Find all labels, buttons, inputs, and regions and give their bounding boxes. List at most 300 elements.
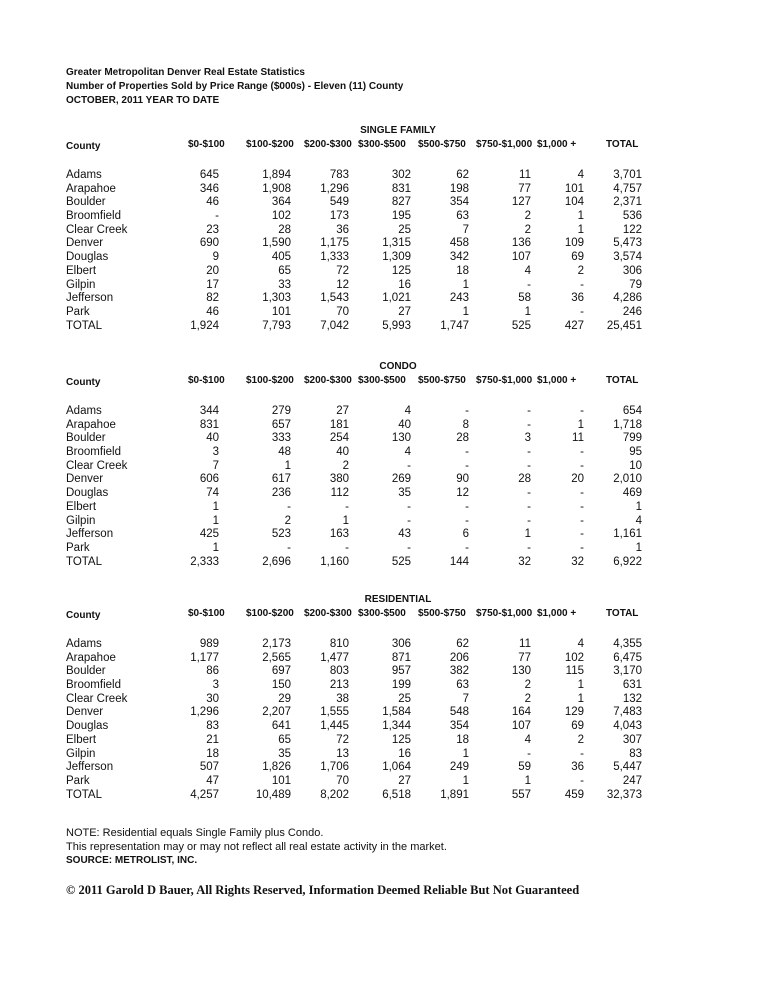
- table-cell: 36: [571, 761, 584, 774]
- table-cell: 697: [271, 665, 291, 678]
- table-cell: 459: [564, 788, 584, 801]
- table-cell: 199: [391, 679, 411, 692]
- table-cell: 129: [564, 706, 584, 719]
- table-cell: 32: [571, 555, 584, 568]
- column-header: County: [66, 377, 101, 388]
- table-cell: 127: [511, 196, 531, 209]
- table-cell: 617: [271, 473, 291, 486]
- column-header: County: [66, 610, 101, 621]
- table-cell: 4: [524, 733, 531, 746]
- table-cell: -: [345, 541, 349, 554]
- column-header: $750-$1,000: [476, 375, 533, 386]
- table-cell: 65: [278, 264, 291, 277]
- table-cell: 206: [449, 651, 469, 664]
- column-header: County: [66, 141, 101, 152]
- table-cell: 4: [577, 169, 584, 181]
- county-name: Clear Creek: [66, 459, 128, 472]
- table-cell: 3,574: [613, 251, 642, 264]
- county-name: Elbert: [66, 500, 97, 513]
- table-cell: 1,445: [320, 720, 349, 733]
- table-cell: -: [527, 459, 531, 472]
- column-header: $0-$100: [188, 375, 225, 386]
- table-cell: 86: [206, 665, 219, 678]
- table-cell: 90: [456, 473, 469, 486]
- table-cell: 72: [336, 733, 349, 746]
- table-cell: -: [527, 500, 531, 513]
- county-name: Arapahoe: [66, 418, 116, 431]
- table-cell: 4,043: [613, 720, 642, 733]
- table-cell: 58: [518, 292, 531, 305]
- county-name: Gilpin: [66, 278, 96, 291]
- table-row: [0, 665, 768, 679]
- table-cell: 46: [206, 196, 219, 209]
- table-cell: 1: [284, 459, 291, 472]
- table-cell: 18: [206, 747, 219, 760]
- table-cell: -: [580, 487, 584, 500]
- table-cell: -: [527, 405, 531, 417]
- table-cell: 4: [404, 446, 411, 459]
- table-cell: 344: [199, 405, 219, 417]
- table-cell: -: [407, 541, 411, 554]
- table-cell: 74: [206, 487, 219, 500]
- table-cell: 6,475: [613, 651, 642, 664]
- county-name: Boulder: [66, 665, 106, 678]
- table-cell: 3: [524, 432, 531, 445]
- table-cell: 871: [391, 651, 411, 664]
- table-cell: 1,160: [320, 555, 349, 568]
- table-cell: 12: [336, 278, 349, 291]
- table-cell: 1,161: [613, 528, 642, 541]
- table-cell: 269: [391, 473, 411, 486]
- county-name: Douglas: [66, 251, 109, 264]
- table-cell: 783: [329, 169, 349, 181]
- table-cell: 27: [336, 405, 349, 417]
- table-cell: 2,173: [262, 638, 291, 650]
- table-cell: 104: [564, 196, 584, 209]
- table-cell: 125: [391, 733, 411, 746]
- table-cell: 2,696: [262, 555, 291, 568]
- table-cell: 1,718: [613, 418, 642, 431]
- table-cell: 549: [329, 196, 349, 209]
- table-cell: 803: [329, 665, 349, 678]
- table-cell: 2: [577, 733, 584, 746]
- table-cell: 38: [336, 692, 349, 705]
- table-cell: 346: [199, 182, 219, 195]
- table-cell: 130: [511, 665, 531, 678]
- table-cell: 548: [449, 706, 469, 719]
- table-row: [0, 460, 768, 474]
- table-cell: 4,355: [613, 638, 642, 650]
- note-disclaimer: This representation may or may not reflect all real estate activity in the market.: [66, 841, 447, 853]
- table-cell: 122: [622, 223, 642, 236]
- table-cell: 306: [391, 638, 411, 650]
- table-cell: 536: [622, 210, 642, 223]
- table-cell: 1: [524, 528, 531, 541]
- table-row: [0, 693, 768, 707]
- table-cell: 109: [564, 237, 584, 250]
- table-cell: 40: [398, 418, 411, 431]
- table-cell: 1: [524, 774, 531, 787]
- table-cell: 631: [622, 679, 642, 692]
- column-header: $0-$100: [188, 608, 225, 619]
- table-cell: 4: [524, 264, 531, 277]
- table-cell: 1,891: [440, 788, 469, 801]
- column-header: $300-$500: [358, 375, 406, 386]
- table-cell: 173: [329, 210, 349, 223]
- table-cell: 28: [456, 432, 469, 445]
- table-cell: 333: [271, 432, 291, 445]
- table-cell: 40: [336, 446, 349, 459]
- section-title: RESIDENTIAL: [364, 594, 432, 605]
- county-name: Broomfield: [66, 446, 121, 459]
- county-name: Clear Creek: [66, 692, 128, 705]
- table-cell: 2: [342, 459, 349, 472]
- table-cell: 306: [622, 264, 642, 277]
- county-name: Jefferson: [66, 292, 114, 305]
- county-name: Douglas: [66, 720, 109, 733]
- table-row: [0, 320, 768, 334]
- table-cell: 130: [391, 432, 411, 445]
- table-cell: 236: [271, 487, 291, 500]
- table-cell: 16: [398, 278, 411, 291]
- table-cell: -: [580, 459, 584, 472]
- table-row: [0, 556, 768, 570]
- table-cell: -: [527, 418, 531, 431]
- county-name: Adams: [66, 169, 102, 181]
- table-cell: -: [345, 500, 349, 513]
- table-cell: 1,924: [190, 319, 219, 332]
- table-cell: 30: [206, 692, 219, 705]
- table-row: [0, 251, 768, 265]
- table-cell: 1,177: [190, 651, 219, 664]
- table-cell: 1,064: [382, 761, 411, 774]
- table-cell: -: [465, 500, 469, 513]
- table-cell: 213: [329, 679, 349, 692]
- table-cell: 13: [336, 747, 349, 760]
- table-row: [0, 224, 768, 238]
- table-cell: 65: [278, 733, 291, 746]
- table-cell: 7: [462, 692, 469, 705]
- table-cell: -: [465, 514, 469, 527]
- county-name: Broomfield: [66, 679, 121, 692]
- table-cell: 2: [524, 679, 531, 692]
- table-cell: 181: [329, 418, 349, 431]
- table-cell: 107: [511, 251, 531, 264]
- table-cell: 1: [577, 418, 584, 431]
- table-row: [0, 405, 768, 419]
- county-name: Denver: [66, 706, 104, 719]
- table-cell: 2: [524, 692, 531, 705]
- table-cell: 1,908: [262, 182, 291, 195]
- table-row: [0, 237, 768, 251]
- table-cell: 1,826: [262, 761, 291, 774]
- table-row: [0, 292, 768, 306]
- table-cell: 1,706: [320, 761, 349, 774]
- table-cell: 1: [212, 514, 219, 527]
- table-cell: 654: [622, 405, 642, 417]
- column-header: $300-$500: [358, 608, 406, 619]
- table-cell: 82: [206, 292, 219, 305]
- county-name: Arapahoe: [66, 182, 116, 195]
- table-cell: 95: [629, 446, 642, 459]
- table-row: [0, 501, 768, 515]
- table-cell: 72: [336, 264, 349, 277]
- table-cell: 32,373: [606, 788, 642, 801]
- table-row: [0, 761, 768, 775]
- column-header: $200-$300: [304, 608, 352, 619]
- county-name: Douglas: [66, 487, 109, 500]
- county-name: Boulder: [66, 196, 106, 209]
- table-cell: 9: [212, 251, 219, 264]
- table-cell: 33: [278, 278, 291, 291]
- table-cell: 43: [398, 528, 411, 541]
- table-cell: 115: [565, 665, 584, 678]
- table-cell: 69: [571, 720, 584, 733]
- table-cell: 1,747: [440, 319, 469, 332]
- table-cell: 7,793: [262, 319, 291, 332]
- table-cell: 8: [462, 418, 469, 431]
- table-cell: 1,584: [382, 706, 411, 719]
- table-cell: 2,371: [613, 196, 642, 209]
- table-cell: -: [527, 487, 531, 500]
- table-cell: 48: [278, 446, 291, 459]
- table-row: [0, 183, 768, 197]
- table-row: [0, 542, 768, 556]
- table-cell: 1,309: [382, 251, 411, 264]
- table-row: [0, 789, 768, 803]
- table-cell: 1: [635, 541, 642, 554]
- table-cell: 427: [564, 319, 584, 332]
- table-cell: -: [407, 500, 411, 513]
- table-cell: 107: [511, 720, 531, 733]
- table-row: [0, 652, 768, 666]
- table-cell: 243: [449, 292, 469, 305]
- table-cell: -: [580, 541, 584, 554]
- table-cell: 125: [391, 264, 411, 277]
- report-title: Greater Metropolitan Denver Real Estate Statistics: [66, 67, 305, 78]
- table-cell: -: [287, 500, 291, 513]
- column-header: $0-$100: [188, 139, 225, 150]
- table-cell: 132: [622, 692, 642, 705]
- table-cell: 70: [336, 774, 349, 787]
- table-row: [0, 306, 768, 320]
- table-cell: 641: [271, 720, 291, 733]
- table-cell: 18: [456, 733, 469, 746]
- county-name: Broomfield: [66, 210, 121, 223]
- table-cell: 1: [577, 679, 584, 692]
- table-cell: 831: [199, 418, 219, 431]
- county-name: Adams: [66, 638, 102, 650]
- table-cell: 27: [398, 774, 411, 787]
- table-cell: -: [527, 514, 531, 527]
- table-cell: 1,175: [320, 237, 349, 250]
- table-cell: 28: [518, 473, 531, 486]
- table-cell: 657: [271, 418, 291, 431]
- table-row: [0, 720, 768, 734]
- table-cell: -: [465, 459, 469, 472]
- table-cell: 4,757: [613, 182, 642, 195]
- table-cell: 1,315: [382, 237, 411, 250]
- table-cell: 11: [519, 169, 531, 181]
- table-cell: 7,483: [613, 706, 642, 719]
- table-cell: -: [580, 747, 584, 760]
- table-cell: 469: [622, 487, 642, 500]
- table-cell: 799: [622, 432, 642, 445]
- county-name: Gilpin: [66, 747, 96, 760]
- table-cell: 136: [511, 237, 531, 250]
- column-header: $1,000 +: [537, 139, 577, 150]
- table-cell: 810: [329, 638, 349, 650]
- table-cell: 25,451: [606, 319, 642, 332]
- table-cell: 35: [398, 487, 411, 500]
- table-cell: -: [287, 541, 291, 554]
- table-cell: 2: [524, 210, 531, 223]
- table-cell: 364: [271, 196, 291, 209]
- table-cell: 25: [398, 692, 411, 705]
- county-name: Denver: [66, 473, 104, 486]
- table-cell: 557: [511, 788, 531, 801]
- table-cell: -: [527, 541, 531, 554]
- table-row: [0, 210, 768, 224]
- table-cell: 3: [212, 679, 219, 692]
- table-cell: 69: [571, 251, 584, 264]
- table-cell: 342: [449, 251, 469, 264]
- table-cell: 380: [329, 473, 349, 486]
- table-cell: 8,202: [320, 788, 349, 801]
- table-cell: 249: [449, 761, 469, 774]
- table-cell: 102: [564, 651, 584, 664]
- table-row: [0, 679, 768, 693]
- county-name: Adams: [66, 405, 102, 417]
- table-cell: 10: [629, 459, 642, 472]
- table-cell: 7,042: [320, 319, 349, 332]
- table-cell: -: [580, 514, 584, 527]
- county-name: TOTAL: [66, 319, 102, 332]
- county-name: Arapahoe: [66, 651, 116, 664]
- table-cell: 3: [212, 446, 219, 459]
- table-cell: 3,701: [613, 169, 642, 181]
- table-cell: 2: [577, 264, 584, 277]
- table-cell: 1,021: [382, 292, 411, 305]
- table-cell: 989: [199, 638, 219, 650]
- table-cell: 150: [271, 679, 291, 692]
- table-cell: 1: [212, 500, 219, 513]
- table-cell: 690: [199, 237, 219, 250]
- table-cell: -: [465, 446, 469, 459]
- table-cell: 46: [206, 305, 219, 318]
- table-cell: 831: [391, 182, 411, 195]
- table-cell: 198: [449, 182, 469, 195]
- county-name: Elbert: [66, 733, 97, 746]
- table-cell: 525: [391, 555, 411, 568]
- table-cell: 525: [511, 319, 531, 332]
- table-row: [0, 446, 768, 460]
- table-cell: 1: [524, 305, 531, 318]
- table-cell: 354: [449, 196, 469, 209]
- table-cell: 1: [462, 278, 469, 291]
- column-header: $500-$750: [418, 608, 466, 619]
- table-cell: 1: [462, 747, 469, 760]
- table-cell: 12: [456, 487, 469, 500]
- column-header: $100-$200: [246, 375, 294, 386]
- table-cell: -: [465, 405, 469, 417]
- county-name: Denver: [66, 237, 104, 250]
- table-cell: 247: [622, 774, 642, 787]
- county-name: Elbert: [66, 264, 97, 277]
- table-cell: 279: [271, 405, 291, 417]
- table-cell: 1,555: [320, 706, 349, 719]
- table-cell: 59: [518, 761, 531, 774]
- county-name: Park: [66, 541, 90, 554]
- note-residential: NOTE: Residential equals Single Family plus Condo.: [66, 827, 324, 839]
- table-cell: 1: [577, 223, 584, 236]
- column-header: $200-$300: [304, 139, 352, 150]
- table-cell: 62: [456, 638, 469, 650]
- county-name: Boulder: [66, 432, 106, 445]
- table-cell: -: [580, 500, 584, 513]
- table-cell: 1,543: [320, 292, 349, 305]
- table-row: [0, 432, 768, 446]
- table-cell: 302: [391, 169, 411, 181]
- table-cell: 1: [462, 774, 469, 787]
- table-cell: 4,286: [613, 292, 642, 305]
- table-cell: 3,170: [613, 665, 642, 678]
- county-name: TOTAL: [66, 555, 102, 568]
- table-cell: 83: [629, 747, 642, 760]
- table-cell: 1,344: [382, 720, 411, 733]
- table-cell: 25: [398, 223, 411, 236]
- table-cell: 62: [456, 169, 469, 181]
- column-header: $200-$300: [304, 375, 352, 386]
- table-cell: 5,447: [613, 761, 642, 774]
- table-cell: 83: [206, 720, 219, 733]
- county-name: Park: [66, 305, 90, 318]
- table-cell: 2: [284, 514, 291, 527]
- table-cell: 32: [518, 555, 531, 568]
- table-cell: 77: [518, 182, 531, 195]
- table-cell: -: [580, 774, 584, 787]
- table-cell: 1: [212, 541, 219, 554]
- table-cell: 23: [206, 223, 219, 236]
- table-cell: 382: [449, 665, 469, 678]
- table-row: [0, 734, 768, 748]
- report-subtitle: Number of Properties Sold by Price Range ($000s) - Eleven (11) County: [66, 81, 404, 92]
- column-header: $100-$200: [246, 608, 294, 619]
- table-cell: 354: [449, 720, 469, 733]
- table-cell: -: [580, 305, 584, 318]
- table-row: [0, 638, 768, 652]
- table-cell: 1: [577, 210, 584, 223]
- table-cell: 4: [404, 405, 411, 417]
- table-cell: 16: [398, 747, 411, 760]
- table-cell: 1,894: [262, 169, 291, 181]
- table-cell: 4: [635, 514, 642, 527]
- county-name: Park: [66, 774, 90, 787]
- table-cell: 36: [336, 223, 349, 236]
- table-cell: 1,590: [262, 237, 291, 250]
- table-cell: 20: [206, 264, 219, 277]
- table-cell: 101: [564, 182, 584, 195]
- table-cell: 1,477: [320, 651, 349, 664]
- table-cell: 4,257: [190, 788, 219, 801]
- table-cell: 957: [391, 665, 411, 678]
- table-cell: 1,296: [320, 182, 349, 195]
- table-row: [0, 748, 768, 762]
- table-cell: 101: [271, 774, 291, 787]
- table-cell: 254: [329, 432, 349, 445]
- table-cell: 47: [206, 774, 219, 787]
- table-cell: -: [407, 514, 411, 527]
